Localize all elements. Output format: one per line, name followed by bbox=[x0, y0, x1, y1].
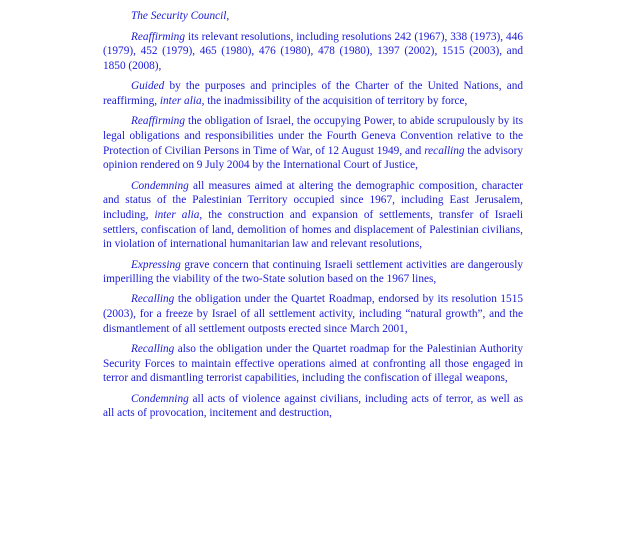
paragraph-lead: Reaffirming bbox=[131, 30, 185, 43]
paragraph-lead: Recalling bbox=[131, 343, 175, 356]
document-heading: The Security Council, bbox=[131, 10, 230, 22]
paragraph-body: also the obligation under the Quartet roadmap for the Palestinian Authority Security Forces to maintain effective operations aimed at confronting all those engaged in terror and dismantling terrorist capabilities, including the confiscation of illegal weapons, bbox=[103, 343, 523, 385]
paragraph-reaffirming-resolutions bbox=[103, 30, 523, 74]
paragraph-body: grave concern that continuing Israeli settlement activities are dangerously imperilling the viability of the two-State solution based on the 1967 lines, bbox=[103, 258, 523, 286]
paragraph-body: the obligation of Israel, the occupying Power, to abide scrupulously by its legal obligations and responsibilities under the Fourth Geneva Convention relative to the Protection of Civilian Persons in Time of War, of 12 August 1949, and bbox=[103, 115, 523, 157]
paragraph-expressing bbox=[103, 258, 523, 287]
paragraph-lead: Condemning bbox=[131, 392, 189, 405]
paragraph-lead: Condemning bbox=[131, 179, 189, 192]
italic-phrase: inter alia bbox=[154, 208, 200, 221]
paragraph-lead: Guided bbox=[131, 80, 165, 93]
paragraph-reaffirming-obligation bbox=[103, 114, 523, 173]
paragraph-body: its relevant resolutions, including resolutions 242 (1967), 338 (1973), 446 (1979), 452 (1979), 465 (1980), 476 (1980), 478 (1980), 1397 (2002), 1515 (2003), and 1850 (2008), bbox=[103, 30, 523, 73]
resolution-text bbox=[103, 9, 523, 427]
paragraph-body: by the purposes and principles of the Charter of the United Nations, and reaffirming, bbox=[103, 80, 523, 108]
italic-phrase: inter alia bbox=[159, 95, 202, 108]
paragraph-body: , the inadmissibility of the acquisition of territory by force, bbox=[201, 95, 468, 108]
paragraph-condemning-violence bbox=[103, 392, 523, 421]
paragraph-recalling-security-forces bbox=[103, 342, 523, 386]
paragraph-lead: Recalling bbox=[131, 293, 175, 306]
paragraph-body: the advisory opinion rendered on 9 July 2004 by the International Court of Justice, bbox=[103, 144, 523, 172]
paragraph-body: , the construction and expansion of settlements, transfer of Israeli settlers, confiscation of land, demolition of homes and displacement of Palestinian civilians, in violation of international humanitarian law and relevant resolutions, bbox=[103, 208, 523, 251]
paragraph-body: the obligation under the Quartet Roadmap, endorsed by its resolution 1515 (2003), for a freeze by Israel of all settlement activity, including “natural growth”, and the dismantlement of all settlement outposts erected since March 2001, bbox=[103, 293, 523, 335]
paragraph-recalling-roadmap bbox=[103, 292, 523, 336]
paragraph-body: all acts of violence against civilians, including acts of terror, as well as all acts of provocation, incitement and destruction, bbox=[103, 392, 523, 420]
paragraph-body: all measures aimed at altering the demographic composition, character and status of the Palestinian Territory occupied since 1967, including East Jerusalem, including, bbox=[103, 179, 523, 221]
paragraph-condemning-measures bbox=[103, 179, 523, 253]
paragraph-lead: Expressing bbox=[131, 258, 181, 271]
italic-phrase: recalling bbox=[424, 144, 465, 157]
paragraph-lead: Reaffirming bbox=[131, 115, 185, 128]
paragraph-guided bbox=[103, 79, 523, 108]
